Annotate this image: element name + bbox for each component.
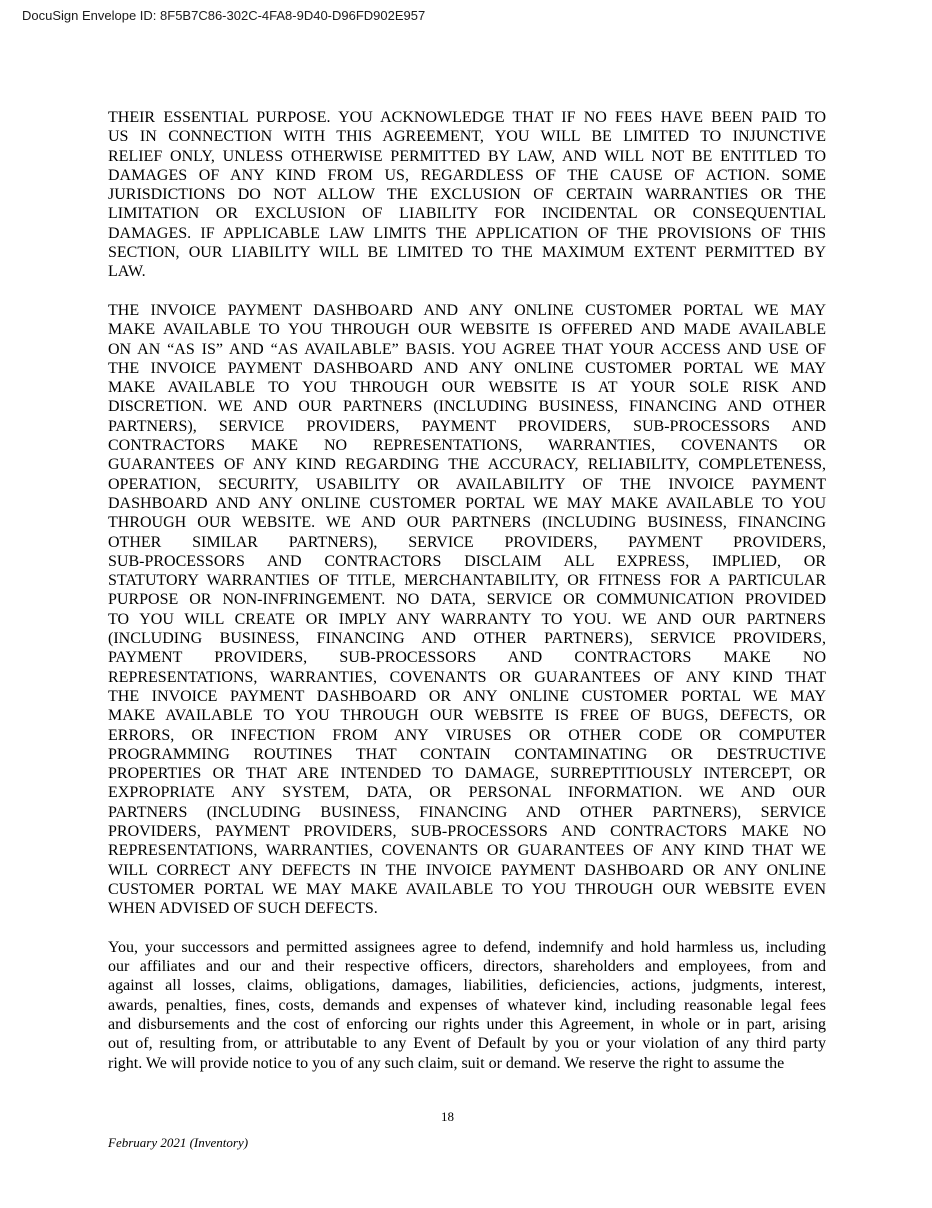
- text-line: MAKE AVAILABLE TO YOU THROUGH OUR WEBSITE IS AT YOUR SOLE RISK AND: [108, 379, 826, 397]
- text-line: (INCLUDING BUSINESS, FINANCING AND OTHER PARTNERS), SERVICE PROVIDERS,: [108, 630, 826, 648]
- text-line: PAYMENT PROVIDERS, SUB-PROCESSORS AND CONTRACTORS MAKE NO: [108, 649, 826, 667]
- text-line: GUARANTEES OF ANY KIND REGARDING THE ACCURACY, RELIABILITY, COMPLETENESS,: [108, 456, 826, 474]
- text-line: PARTNERS (INCLUDING BUSINESS, FINANCING AND OTHER PARTNERS), SERVICE: [108, 803, 826, 821]
- text-line: THE INVOICE PAYMENT DASHBOARD AND ANY ONLINE CUSTOMER PORTAL WE MAY: [108, 301, 826, 319]
- text-line: THE INVOICE PAYMENT DASHBOARD AND ANY ONLINE CUSTOMER PORTAL WE MAY: [108, 359, 826, 377]
- text-line: RELIEF ONLY, UNLESS OTHERWISE PERMITTED BY LAW, AND WILL NOT BE ENTITLED TO: [108, 147, 826, 165]
- text-line: DAMAGES. IF APPLICABLE LAW LIMITS THE APPLICATION OF THE PROVISIONS OF THIS: [108, 224, 826, 242]
- text-line: CONTRACTORS MAKE NO REPRESENTATIONS, WARRANTIES, COVENANTS OR: [108, 437, 826, 455]
- text-line: EXPROPRIATE ANY SYSTEM, DATA, OR PERSONAL INFORMATION. WE AND OUR: [108, 784, 826, 802]
- text-line: THE INVOICE PAYMENT DASHBOARD OR ANY ONLINE CUSTOMER PORTAL WE MAY: [108, 687, 826, 705]
- docusign-envelope-id: DocuSign Envelope ID: 8F5B7C86-302C-4FA8-9D40-D96FD902E957: [22, 8, 426, 23]
- text-line: DASHBOARD AND ANY ONLINE CUSTOMER PORTAL WE MAY MAKE AVAILABLE TO YOU: [108, 494, 826, 512]
- text-line: DISCRETION. WE AND OUR PARTNERS (INCLUDING BUSINESS, FINANCING AND OTHER: [108, 398, 826, 416]
- text-line: and disbursements and the cost of enforcing our rights under this Agreement, in whole or in part, arising: [108, 1015, 826, 1033]
- text-line: DAMAGES OF ANY KIND FROM US, REGARDLESS OF THE CAUSE OF ACTION. SOME: [108, 166, 826, 184]
- text-line: PROVIDERS, PAYMENT PROVIDERS, SUB-PROCESSORS AND CONTRACTORS MAKE NO: [108, 822, 826, 840]
- footer-version-note: February 2021 (Inventory): [108, 1135, 249, 1150]
- paragraph-indemnification: [108, 938, 826, 1073]
- text-line: awards, penalties, fines, costs, demands and expenses of whatever kind, including reasonable legal fees: [108, 996, 826, 1014]
- text-line: PROGRAMMING ROUTINES THAT CONTAIN CONTAMINATING OR DESTRUCTIVE: [108, 745, 826, 763]
- document-body: [108, 108, 826, 1092]
- text-line: THROUGH OUR WEBSITE. WE AND OUR PARTNERS (INCLUDING BUSINESS, FINANCING: [108, 514, 826, 532]
- text-line: PROPERTIES OR THAT ARE INTENDED TO DAMAGE, SURREPTITIOUSLY INTERCEPT, OR: [108, 765, 826, 783]
- text-line: right. We will provide notice to you of any such claim, suit or demand. We reserve the right to assume the: [108, 1054, 785, 1072]
- page-number: 18: [441, 1109, 454, 1124]
- text-line: TO YOU WILL CREATE OR IMPLY ANY WARRANTY TO YOU. WE AND OUR PARTNERS: [108, 610, 826, 628]
- text-line: ERRORS, OR INFECTION FROM ANY VIRUSES OR OTHER CODE OR COMPUTER: [108, 726, 826, 744]
- text-line: THEIR ESSENTIAL PURPOSE. YOU ACKNOWLEDGE THAT IF NO FEES HAVE BEEN PAID TO: [108, 109, 826, 126]
- text-line: our affiliates and our and their respective officers, directors, shareholders and employees, from and: [108, 958, 826, 976]
- text-line: LIMITATION OR EXCLUSION OF LIABILITY FOR INCIDENTAL OR CONSEQUENTIAL: [108, 205, 826, 223]
- text-line: REPRESENTATIONS, WARRANTIES, COVENANTS OR GUARANTEES OF ANY KIND THAT: [108, 668, 826, 686]
- text-line: against all losses, claims, obligations, damages, liabilities, deficiencies, actions, judgments, interest,: [108, 977, 826, 995]
- text-line: out of, resulting from, or attributable to any Event of Default by you or your violation of any third party: [108, 1035, 826, 1053]
- text-line: US IN CONNECTION WITH THIS AGREEMENT, YOU WILL BE LIMITED TO INJUNCTIVE: [108, 128, 826, 146]
- text-line: SUB-PROCESSORS AND CONTRACTORS DISCLAIM ALL EXPRESS, IMPLIED, OR: [108, 552, 826, 570]
- text-line: WILL CORRECT ANY DEFECTS IN THE INVOICE PAYMENT DASHBOARD OR ANY ONLINE: [108, 861, 826, 879]
- text-line: REPRESENTATIONS, WARRANTIES, COVENANTS OR GUARANTEES OF ANY KIND THAT WE: [108, 842, 826, 860]
- text-line: LAW.: [108, 263, 146, 281]
- text-line: OTHER SIMILAR PARTNERS), SERVICE PROVIDERS, PAYMENT PROVIDERS,: [108, 533, 826, 551]
- text-line: CUSTOMER PORTAL WE MAY MAKE AVAILABLE TO YOU THROUGH OUR WEBSITE EVEN: [108, 880, 826, 898]
- text-line: PARTNERS), SERVICE PROVIDERS, PAYMENT PROVIDERS, SUB-PROCESSORS AND: [108, 417, 826, 435]
- paragraph-as-is-disclaimer: [108, 301, 826, 919]
- text-line: OPERATION, SECURITY, USABILITY OR AVAILABILITY OF THE INVOICE PAYMENT: [108, 475, 826, 493]
- paragraph-limitation-of-liability: [108, 108, 826, 282]
- text-line: MAKE AVAILABLE TO YOU THROUGH OUR WEBSITE IS FREE OF BUGS, DEFECTS, OR: [108, 707, 826, 725]
- text-line: JURISDICTIONS DO NOT ALLOW THE EXCLUSION OF CERTAIN WARRANTIES OR THE: [108, 186, 826, 204]
- text-line: STATUTORY WARRANTIES OF TITLE, MERCHANTABILITY, OR FITNESS FOR A PARTICULAR: [108, 572, 826, 590]
- text-line: PURPOSE OR NON-INFRINGEMENT. NO DATA, SERVICE OR COMMUNICATION PROVIDED: [108, 591, 826, 609]
- text-line: WHEN ADVISED OF SUCH DEFECTS.: [108, 900, 378, 918]
- text-line: SECTION, OUR LIABILITY WILL BE LIMITED TO THE MAXIMUM EXTENT PERMITTED BY: [108, 244, 826, 262]
- text-line: ON AN “AS IS” AND “AS AVAILABLE” BASIS. YOU AGREE THAT YOUR ACCESS AND USE OF: [108, 340, 826, 358]
- text-line: You, your successors and permitted assignees agree to defend, indemnify and hold harmless us, including: [108, 938, 826, 956]
- text-line: MAKE AVAILABLE TO YOU THROUGH OUR WEBSITE IS OFFERED AND MADE AVAILABLE: [108, 321, 826, 339]
